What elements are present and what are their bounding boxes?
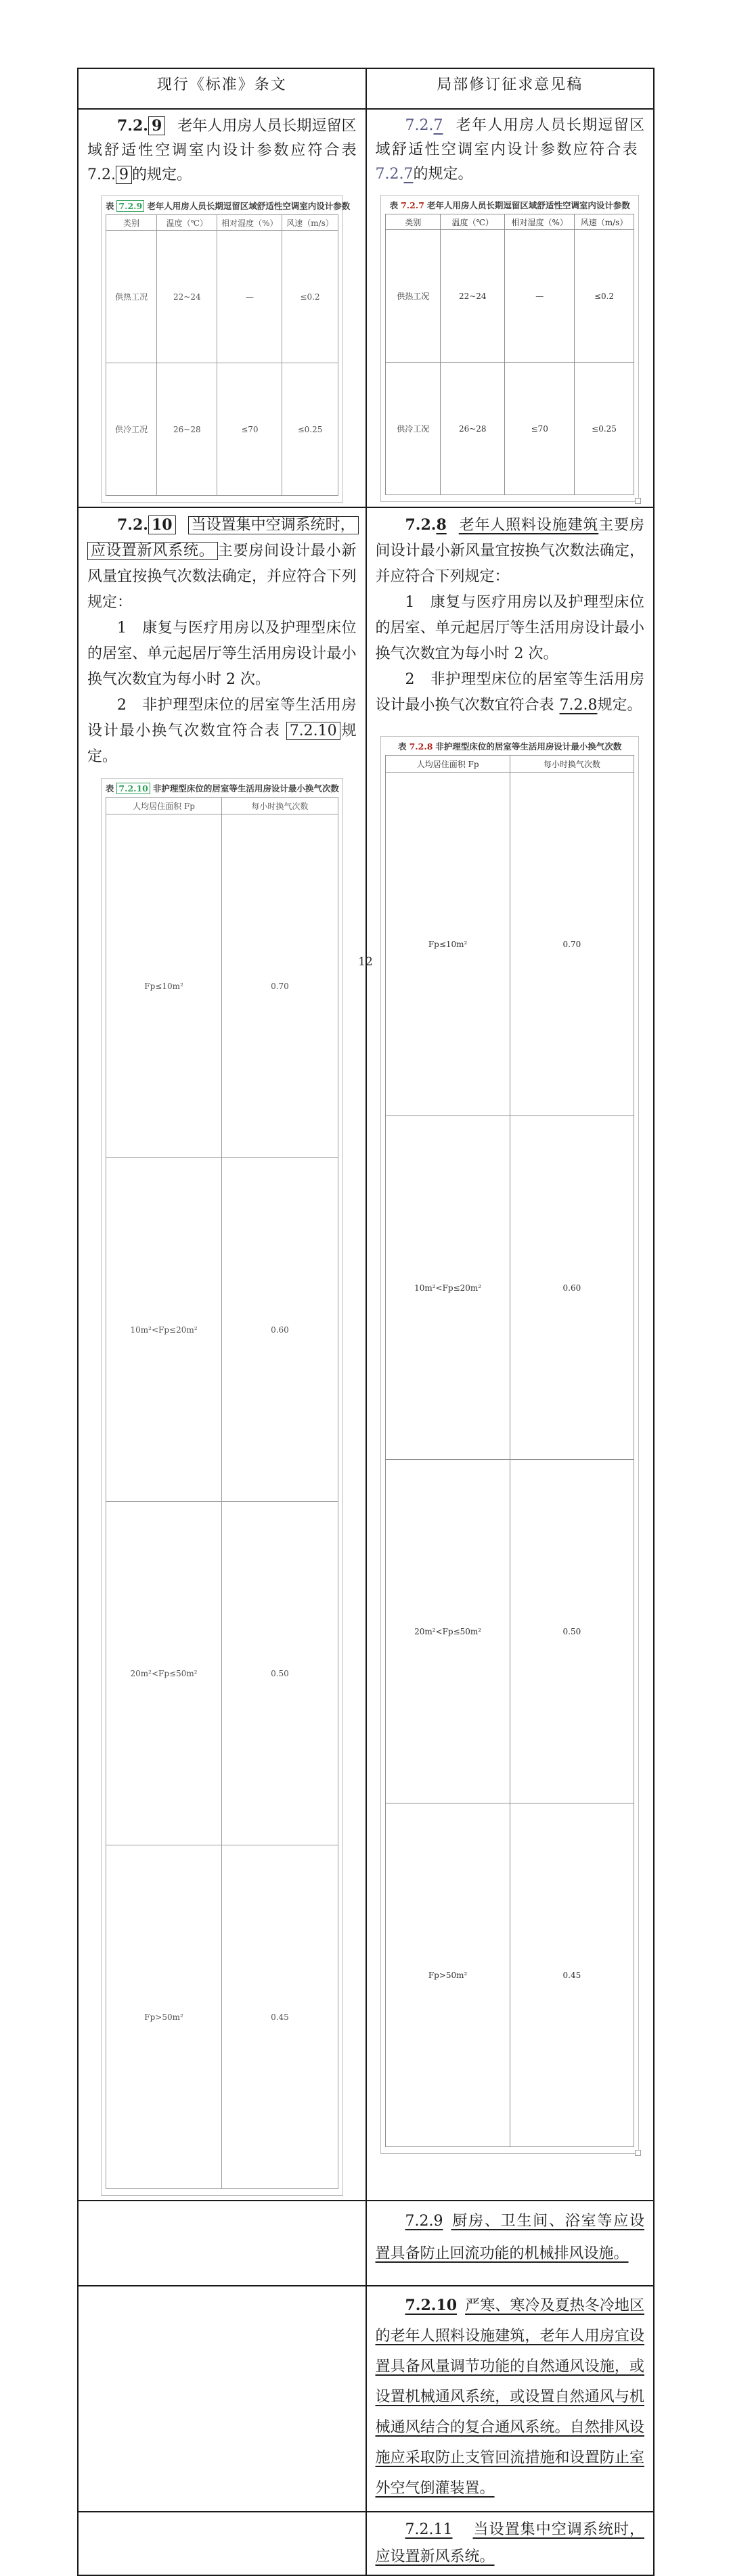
page-number: 12 xyxy=(358,955,373,969)
clause-number-revised-digit: 7 xyxy=(433,117,443,134)
clause-7-2-9-paragraph xyxy=(87,114,357,187)
cell: Fp≤10m² xyxy=(386,773,510,1116)
cell: 26~28 xyxy=(441,363,505,495)
col-header: 类别 xyxy=(386,214,441,230)
cell: Fp>50m² xyxy=(386,1803,510,2147)
table-row xyxy=(106,231,338,363)
clause-body-text: 老年人用房人员长期逗留区域舒适性空调室内设计参数应符合表 7.2. xyxy=(87,118,357,183)
cell-revised-7-2-7 xyxy=(366,109,655,507)
cell: 供冷工况 xyxy=(106,363,156,496)
cell-current-empty xyxy=(78,2512,366,2575)
header-current-standard-label: 现行《标准》条文 xyxy=(156,76,287,93)
cell: 0.70 xyxy=(222,814,338,1158)
caption-title: 非护理型床位的居室等生活用房设计最小换气次数 xyxy=(152,783,339,794)
clause-7-2-10-new-paragraph xyxy=(376,2291,645,2504)
cell: 供热工况 xyxy=(386,230,441,363)
clause-body-text: 老年人用房人员长期逗留区域舒适性空调室内设计参数应符合表 xyxy=(375,117,644,158)
table-row xyxy=(386,1460,634,1803)
col-header: 类别 xyxy=(106,215,156,231)
cell-revised-7-2-9 xyxy=(366,2201,655,2286)
caption-number-red: 7.2.7 xyxy=(401,200,424,210)
col-header: 每小时换气次数 xyxy=(222,798,338,814)
clause-body-text: 当设置集中空调系统时，应设置新风系统。 xyxy=(375,2521,644,2565)
row-clause-729-727 xyxy=(78,109,654,507)
clause-body-text: 严寒、寒冷及夏热冬冷地区的老年人照料设施建筑，老年人用房宜设置具备风量调节功能的自然通风设施，或设置机械通风系统，或设置自然通风与机械通风结合的复合通风系统。自然排风设施应采取防止支管回流措施和设置防止室外空气倒灌装置。 xyxy=(375,2297,644,2497)
cell: 供冷工况 xyxy=(386,363,441,495)
cell: 0.50 xyxy=(222,1502,338,1845)
cell: Fp>50m² xyxy=(106,1845,221,2189)
clause-7-2-8-item-2 xyxy=(376,667,645,718)
clause-body-text: 主要房间设计最小新风量宜按换气次数法确定，并应符合下列规定： xyxy=(87,543,357,611)
cell: 0.50 xyxy=(510,1460,634,1803)
clause-number-revision-box: 10 xyxy=(148,515,176,534)
clause-number-revised-digit: 8 xyxy=(436,516,447,534)
table-row xyxy=(386,230,634,363)
cell: 26~28 xyxy=(157,363,217,496)
table-row xyxy=(386,756,634,773)
cell: 22~24 xyxy=(441,230,505,363)
table-row xyxy=(386,214,634,230)
table-row xyxy=(106,1845,338,2189)
cell: 0.45 xyxy=(510,1803,634,2147)
table-row xyxy=(106,1502,338,1845)
cell: ≤70 xyxy=(505,363,575,495)
clause-7-2-10-paragraph xyxy=(87,512,357,616)
cell: 0.70 xyxy=(510,773,634,1116)
embedded-table-7-2-7-caption xyxy=(385,199,634,211)
clause-number-prefix: 7.2. xyxy=(117,516,148,534)
cell: 20m²<Fp≤50m² xyxy=(106,1502,221,1845)
cell: ≤0.2 xyxy=(282,231,338,363)
caption-number-green-box: 7.2.10 xyxy=(116,783,150,794)
caption-label: 表 xyxy=(398,741,407,752)
embedded-table-7-2-7-grid xyxy=(385,214,634,495)
caption-label: 表 xyxy=(105,783,114,794)
table-header-row xyxy=(78,68,654,109)
embedded-table-7-2-9-grid xyxy=(106,214,338,496)
table-ref-revision-box: 9 xyxy=(116,166,132,184)
col-header: 风速（m/s） xyxy=(575,214,634,230)
table-ref-revised-digit: 7 xyxy=(403,166,414,183)
col-header: 风速（m/s） xyxy=(282,215,338,231)
header-revision-draft xyxy=(366,68,655,109)
clause-7-2-11-new-paragraph xyxy=(376,2516,645,2571)
item-text: 2 非护理型床位的居室等生活用房设计最小换气次数宜符合表 xyxy=(375,671,644,714)
embedded-table-7-2-9-caption xyxy=(105,200,351,212)
cell-current-7-2-10 xyxy=(78,507,366,2201)
cell: 22~24 xyxy=(157,231,217,363)
cell: ≤70 xyxy=(217,363,282,496)
clause-number-prefix: 7.2. xyxy=(405,117,434,134)
cell-current-empty xyxy=(78,2286,366,2512)
caption-label: 表 xyxy=(105,201,114,211)
table-row xyxy=(106,1158,338,1502)
header-revision-draft-label: 局部修订征求意见稿 xyxy=(437,76,583,93)
col-header: 人均居住面积 Fp xyxy=(106,798,221,814)
embedded-table-7-2-8-caption xyxy=(385,740,634,752)
col-header: 相对湿度（%） xyxy=(217,215,282,231)
embedded-table-7-2-7 xyxy=(380,195,639,502)
cell-revised-7-2-10 xyxy=(366,2286,655,2512)
col-header: 温度（℃） xyxy=(441,214,505,230)
table-row xyxy=(106,798,338,814)
table-ref-revision-box: 7.2.10 xyxy=(286,722,340,740)
clause-body-text: 主要房间设计最小新风量宜按换气次数法确定，并应符合下列规定： xyxy=(375,517,644,585)
col-header: 每小时换气次数 xyxy=(510,756,634,773)
table-row xyxy=(386,363,634,495)
clause-7-2-8-paragraph xyxy=(376,512,645,590)
cell: 供热工况 xyxy=(106,231,156,363)
embedded-table-7-2-8 xyxy=(380,736,639,2154)
clause-7-2-10-item-1: 1 康复与医疗用房以及护理型床位的居室、单元起居厅等生活用房设计最小换气次数宜为每小时 2 次。 xyxy=(87,620,357,688)
caption-title: 老年人用房人员长期逗留区域舒适性空调室内设计参数 xyxy=(147,201,351,211)
table-ref-prefix: 7.2. xyxy=(375,166,404,183)
header-current-standard xyxy=(78,68,366,109)
cell: 0.60 xyxy=(510,1116,634,1460)
clause-7-2-7-paragraph xyxy=(376,114,645,187)
col-header: 人均居住面积 Fp xyxy=(386,756,510,773)
cell: — xyxy=(217,231,282,363)
caption-label: 表 xyxy=(389,200,399,210)
clause-number: 7.2.10 xyxy=(405,2297,458,2314)
table-row xyxy=(386,773,634,1116)
table-row xyxy=(386,1116,634,1460)
cell: Fp≤10m² xyxy=(106,814,221,1158)
comparison-table xyxy=(77,68,655,2576)
revised-phrase-underlined: 老年人照料设施建筑 xyxy=(458,517,599,534)
cell: 0.60 xyxy=(222,1158,338,1502)
row-clause-7210-new xyxy=(78,2286,654,2512)
row-clause-729-new xyxy=(78,2201,654,2286)
caption-number-red: 7.2.8 xyxy=(409,741,433,752)
table-row xyxy=(106,215,338,231)
cell-current-empty xyxy=(78,2201,366,2286)
row-clause-7211-new xyxy=(78,2512,654,2575)
cell: ≤0.2 xyxy=(575,230,634,363)
cell: 20m²<Fp≤50m² xyxy=(386,1460,510,1803)
item-text: 2 非护理型床位的居室等生活用房设计最小换气次数宜符合表 xyxy=(87,697,357,739)
clause-7-2-10-item-2 xyxy=(87,693,357,770)
cell-revised-7-2-11 xyxy=(366,2512,655,2575)
caption-title: 非护理型床位的居室等生活用房设计最小换气次数 xyxy=(435,741,622,752)
cell-revised-7-2-8 xyxy=(366,507,655,2201)
table-row xyxy=(106,363,338,496)
item-text-end: 规定。 xyxy=(87,722,357,765)
clause-body-text-end: 的规定。 xyxy=(413,166,473,183)
clause-7-2-9-new-paragraph xyxy=(376,2205,645,2270)
clause-body-text: 厨房、卫生间、浴室等应设置具备防止回流功能的机械排风设施。 xyxy=(375,2213,644,2262)
clause-number: 7.2.9 xyxy=(405,2213,443,2230)
caption-title: 老年人用房人员长期逗留区域舒适性空调室内设计参数 xyxy=(426,200,630,210)
col-header: 温度（℃） xyxy=(157,215,217,231)
row-clause-7210-728 xyxy=(78,507,654,2201)
clause-number-prefix: 7.2. xyxy=(405,516,437,534)
embedded-table-7-2-10-grid xyxy=(106,797,338,2189)
cell: ≤0.25 xyxy=(282,363,338,496)
cell: 10m²<Fp≤20m² xyxy=(106,1158,221,1502)
cell: 0.45 xyxy=(222,1845,338,2189)
clause-7-2-8-item-1: 1 康复与医疗用房以及护理型床位的居室、单元起居厅等生活用房设计最小换气次数宜为每小时 2 次。 xyxy=(375,594,644,662)
embedded-table-7-2-9 xyxy=(101,196,351,503)
embedded-table-7-2-10-caption xyxy=(106,782,338,794)
embedded-table-7-2-10 xyxy=(101,778,343,2196)
clause-number: 7.2.11 xyxy=(405,2521,453,2538)
table-ref-underlined: 7.2.8 xyxy=(559,697,598,714)
clause-body-text-end: 的规定。 xyxy=(131,166,192,183)
col-header: 相对湿度（%） xyxy=(505,214,575,230)
clause-number-revision-box: 9 xyxy=(148,116,165,135)
caption-number-green-box: 7.2.9 xyxy=(116,200,144,212)
item-text-end: 规定。 xyxy=(597,697,642,714)
table-row xyxy=(386,1803,634,2147)
cell: 10m²<Fp≤20m² xyxy=(386,1116,510,1460)
deleted-sentence-box: 当设置集中空调系统时，应设置新风系统。 xyxy=(87,516,359,560)
clause-number-prefix: 7.2. xyxy=(117,117,148,135)
table-row xyxy=(106,814,338,1158)
cell: ≤0.25 xyxy=(575,363,634,495)
cell-current-7-2-9 xyxy=(78,109,366,507)
cell: — xyxy=(505,230,575,363)
